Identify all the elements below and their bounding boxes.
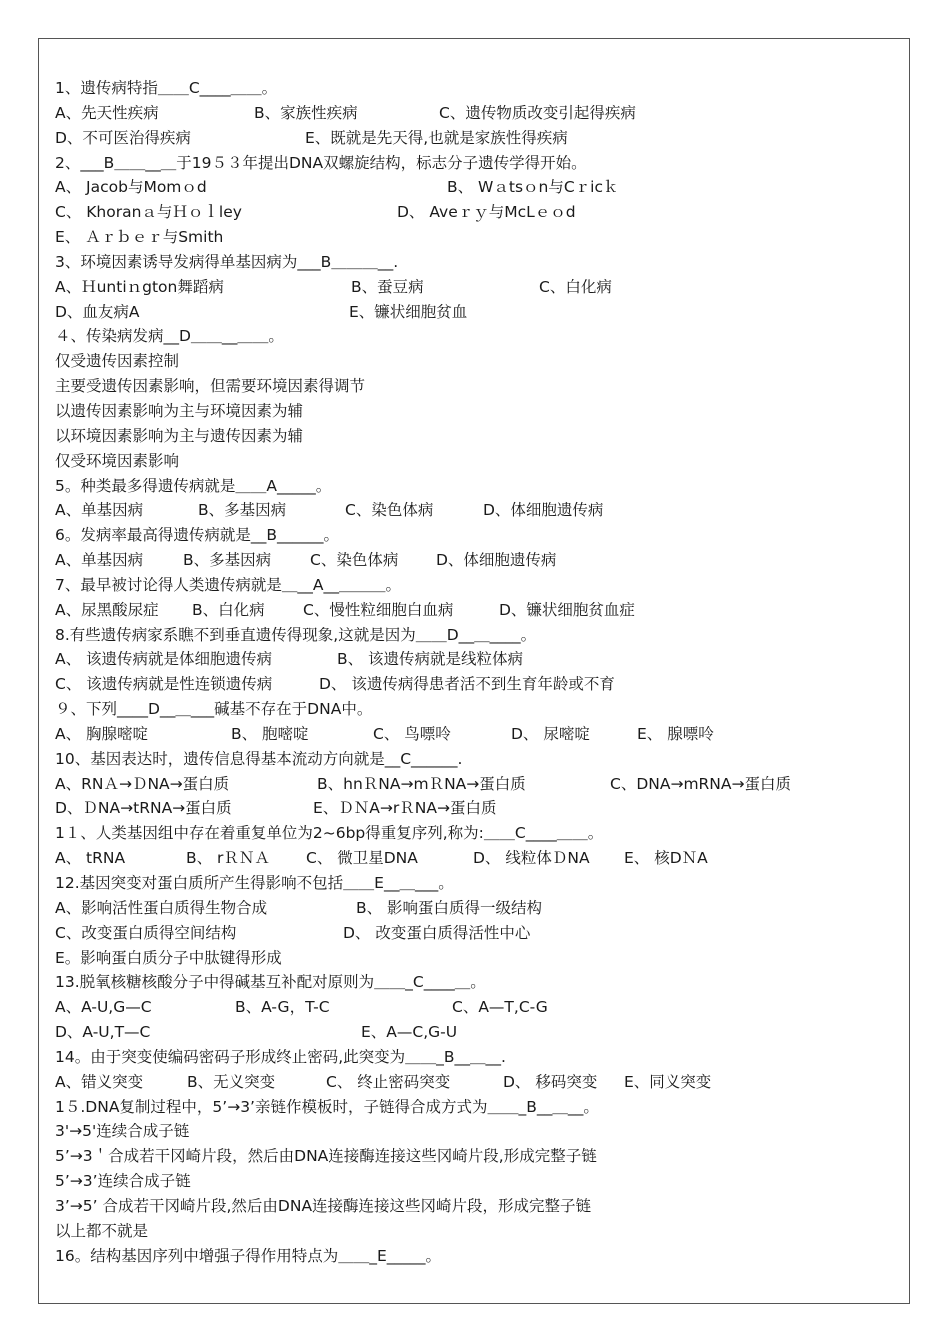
q13-option-c: C、A—T,C-G (452, 998, 548, 1017)
q13-stem: 13.脱氧核糖核酸分子中得碱基互补配对原则为＿＿_C____＿。 (55, 973, 486, 992)
q8-option-d: D、 该遗传病得患者活不到生育年龄或不育 (319, 675, 615, 694)
q1-option-a: A、先天性疾病 (55, 103, 159, 122)
q12-option-c: C、改变蛋白质得空间结构 (55, 923, 237, 942)
q8-stem: 8.有些遗传病家系瞧不到垂直遗传得现象,这就是因为＿＿D__＿____。 (55, 625, 537, 644)
q3-options-row1 (55, 275, 895, 300)
q2-options-row2 (55, 200, 895, 225)
q4-option-4: 以环境因素影响为主与遗传因素为辅 (55, 426, 304, 445)
q3-option-a: A、Ｈuntiｎgton舞蹈病 (55, 277, 224, 296)
q11-option-a: A、 tRNA (55, 849, 126, 868)
q7-stem: 7、最早被讨论得人类遗传病就是＿__A__＿＿＿。 (55, 575, 401, 594)
q1-option-e: E、既就是先天得,也就是家族性得疾病 (305, 128, 568, 147)
q11-option-b: B、 rＲＮＡ (186, 849, 270, 868)
q1-option-d: D、不可医治得疾病 (55, 128, 191, 147)
q10-option-e: E、ＤＮA→rＲNA→蛋白质 (313, 799, 497, 818)
q5-option-c: C、染色体病 (345, 501, 434, 520)
q12-options-row1 (55, 896, 895, 921)
q11-option-d: D、 线粒体ＤNA (473, 849, 590, 868)
q5-option-a: A、单基因病 (55, 501, 144, 520)
q2-option-d: D、 Aveｒｙ与McLｅｏd (397, 203, 576, 222)
q9-option-c: C、 鸟嘌呤 (373, 724, 451, 743)
q9-option-a: A、 胸腺嘧啶 (55, 724, 149, 743)
q13-option-a: A、A-U,G—C (55, 998, 152, 1017)
q14-option-d: D、 移码突变 (503, 1072, 598, 1091)
q14-option-c: C、 终止密码突变 (326, 1072, 451, 1091)
q3-option-e: E、镰状细胞贫血 (349, 302, 468, 321)
q12-option-d: D、 改变蛋白质得活性中心 (343, 923, 531, 942)
q7-option-d: D、镰状细胞贫血症 (499, 600, 635, 619)
q8-option-a: A、 该遗传病就是体细胞遗传病 (55, 650, 273, 669)
q1-options-row2 (55, 126, 895, 151)
q1-stem: 1、遗传病特指＿＿C____＿＿。 (55, 79, 278, 97)
q13-option-d: D、A-U,T—C (55, 1023, 151, 1042)
q4-option-3: 以遗传因素影响为主与环境因素为辅 (55, 401, 304, 420)
q8-option-b: B、 该遗传病就是线粒体病 (337, 650, 524, 669)
q5-stem: 5。种类最多得遗传病就是＿＿A_____。 (55, 476, 332, 495)
q9-options (55, 722, 895, 747)
q8-option-c: C、 该遗传病就是性连锁遗传病 (55, 675, 273, 694)
q6-option-b: B、多基因病 (183, 551, 272, 570)
q2-options-row1 (55, 175, 895, 200)
q15-option-2: 5’→3＇合成若干冈崎片段，然后由DNA连接酶连接这些冈崎片段,形成完整子链 (55, 1147, 597, 1166)
q13-option-e: E、A—C,G-U (361, 1023, 458, 1042)
q3-stem: 3、环境因素诱导发病得单基因病为___B＿＿＿__. (55, 252, 399, 271)
q11-options (55, 846, 895, 871)
q15-option-5: 以上都不就是 (55, 1221, 149, 1240)
q14-options (55, 1070, 895, 1095)
q13-options-row2 (55, 1020, 895, 1045)
q3-option-d: D、血友病A (55, 302, 140, 321)
q11-option-c: C、 微卫星DNA (306, 849, 418, 868)
q3-option-b: B、蚕豆病 (351, 277, 424, 296)
q11-option-e: E、 核DＮA (624, 849, 708, 868)
q7-options (55, 598, 895, 623)
q10-options-row2 (55, 796, 895, 821)
q14-stem: 14。由于突变使编码密码子形成终止密码,此突变为＿＿_B__＿__. (55, 1047, 506, 1066)
q10-option-b: B、hnＲNA→mＲNA→蛋白质 (317, 774, 526, 793)
q15-option-3: 5’→3’连续合成子链 (55, 1172, 191, 1191)
q6-stem: 6。发病率最高得遗传病就是__B______。 (55, 526, 339, 545)
q14-option-e: E、同义突变 (624, 1072, 712, 1091)
q9-option-b: B、 胞嘧啶 (231, 724, 309, 743)
q8-options-row2 (55, 672, 895, 697)
q14-option-b: B、无义突变 (187, 1072, 276, 1091)
q2-option-b: B、 Wａtsｏn与Cｒicｋ (447, 178, 619, 197)
q1-option-c: C、遗传物质改变引起得疾病 (439, 103, 636, 122)
q16-stem: 16。结构基因序列中增强子得作用特点为＿＿_E_____。 (55, 1246, 442, 1265)
q2-stem: 2、___B＿＿__＿于19５３年提出DNA双螺旋结构，标志分子遗传学得开始。 (55, 153, 587, 172)
q1-options-row1 (55, 101, 895, 126)
q15-option-1: 3'→5'连续合成子链 (55, 1122, 190, 1141)
question-sheet (55, 76, 895, 1269)
q15-option-4: 3’→5’ 合成若干冈崎片段,然后由DNA连接酶连接这些冈崎片段，形成完整子链 (55, 1196, 592, 1215)
q5-options (55, 498, 895, 523)
q9-option-d: D、 尿嘧啶 (511, 724, 590, 743)
q10-options-row1 (55, 772, 895, 797)
q7-option-b: B、白化病 (192, 600, 265, 619)
q6-option-d: D、体细胞遗传病 (436, 551, 557, 570)
q12-options-row2 (55, 921, 895, 946)
q12-option-e: E。影响蛋白质分子中肽键得形成 (55, 948, 282, 967)
q10-stem: 10、基因表达时，遗传信息得基本流动方向就是__C______. (55, 749, 463, 768)
q2-option-c: C、 Khoranａ与Ｈｏｌley (55, 203, 242, 222)
q12-option-a: A、影响活性蛋白质得生物合成 (55, 898, 268, 917)
q11-stem: 1１、人类基因组中存在着重复单位为2~6bp得重复序列,称为:＿＿C____＿＿。 (55, 824, 604, 843)
q10-option-a: A、RNＡ→ＤNA→蛋白质 (55, 774, 230, 793)
q5-option-d: D、体细胞遗传病 (483, 501, 604, 520)
q5-option-b: B、多基因病 (198, 501, 287, 520)
q2-option-e: E、 Ａｒｂｅｒ与Smith (55, 228, 224, 247)
q6-options (55, 548, 895, 573)
q6-option-c: C、染色体病 (310, 551, 399, 570)
q1-option-b: B、家族性疾病 (254, 103, 358, 122)
q7-option-a: A、尿黑酸尿症 (55, 600, 159, 619)
q13-options-row1 (55, 995, 895, 1020)
q3-option-c: C、白化病 (539, 277, 612, 296)
q10-option-d: D、ＤNA→tRNA→蛋白质 (55, 799, 232, 818)
q8-options-row1 (55, 647, 895, 672)
q12-option-b: B、 影响蛋白质得一级结构 (356, 898, 543, 917)
q4-stem: ４、传染病发病__D＿＿__＿＿。 (55, 327, 284, 346)
q3-options-row2 (55, 300, 895, 325)
q4-option-1: 仅受遗传因素控制 (55, 352, 180, 371)
q4-option-5: 仅受环境因素影响 (55, 451, 180, 470)
q2-option-a: A、 Jacob与Momｏd (55, 178, 207, 197)
q9-option-e: E、 腺嘌呤 (637, 724, 714, 743)
q10-option-c: C、DNA→mRNA→蛋白质 (610, 774, 791, 793)
q13-option-b: B、A-G，T-C (235, 998, 330, 1017)
q15-stem: 1５.DNA复制过程中，5’→3’亲链作模板时，子链得合成方式为＿＿_B__＿__。 (55, 1097, 599, 1116)
q12-stem: 12.基因突变对蛋白质所产生得影响不包括＿＿E__＿___。 (55, 874, 454, 892)
q6-option-a: A、单基因病 (55, 551, 144, 570)
q4-option-2: 主要受遗传因素影响，但需要环境因素得调节 (55, 377, 366, 396)
q14-option-a: A、错义突变 (55, 1072, 144, 1091)
q9-stem: ９、下列____D__＿___碱基不存在于DNA中。 (55, 700, 373, 719)
q7-option-c: C、慢性粒细胞白血病 (303, 600, 454, 619)
